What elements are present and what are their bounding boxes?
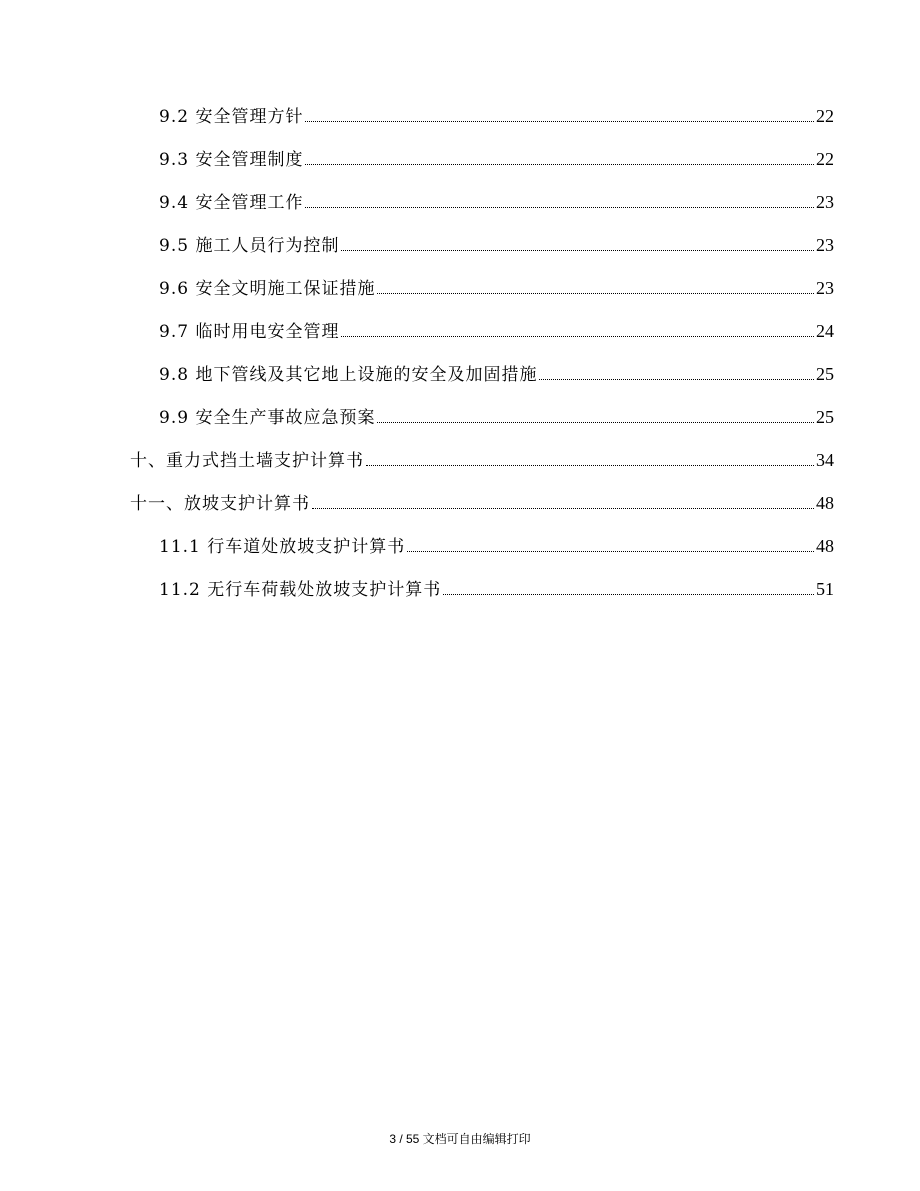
toc-entry[interactable] xyxy=(159,344,834,387)
toc-entry-title: 11.1 行车道处放坡支护计算书 xyxy=(159,537,406,557)
toc-entry-title: 9.7 临时用电安全管理 xyxy=(159,322,340,342)
toc-entry-title: 9.3 安全管理制度 xyxy=(159,150,304,170)
toc-entry-title: 9.6 安全文明施工保证措施 xyxy=(159,279,376,299)
toc-entry[interactable] xyxy=(130,430,834,473)
toc-entry-page: 51 xyxy=(816,579,834,599)
toc-entry-page: 22 xyxy=(816,106,834,126)
toc-entry-page: 48 xyxy=(816,536,834,556)
toc-entry-page: 22 xyxy=(816,149,834,169)
toc-dot-leader xyxy=(305,164,814,165)
toc-entry-title: 9.5 施工人员行为控制 xyxy=(159,236,340,256)
toc-dot-leader xyxy=(377,422,814,423)
toc-dot-leader xyxy=(366,465,814,466)
toc-entry-title: 11.2 无行车荷载处放坡支护计算书 xyxy=(159,580,442,600)
toc-entry-page: 25 xyxy=(816,407,834,427)
toc-entry[interactable] xyxy=(159,301,834,344)
toc-dot-leader xyxy=(312,508,814,509)
toc-entry-page: 23 xyxy=(816,235,834,255)
toc-entry-page: 34 xyxy=(816,450,834,470)
toc-entry-title: 9.4 安全管理工作 xyxy=(159,193,304,213)
toc-entry-title: 十、重力式挡土墙支护计算书 xyxy=(130,451,364,471)
toc-entry[interactable] xyxy=(159,516,834,559)
toc-entry-title: 9.2 安全管理方针 xyxy=(159,107,304,127)
toc-entry[interactable] xyxy=(159,258,834,301)
toc-entry-title: 9.8 地下管线及其它地上设施的安全及加固措施 xyxy=(159,365,538,385)
toc-entry-page: 23 xyxy=(816,278,834,298)
toc-entry-page: 48 xyxy=(816,493,834,513)
toc-dot-leader xyxy=(377,293,814,294)
toc-entry[interactable] xyxy=(159,215,834,258)
toc-dot-leader xyxy=(443,594,814,595)
toc-dot-leader xyxy=(539,379,814,380)
toc-dot-leader xyxy=(341,250,814,251)
toc-entry-title: 9.9 安全生产事故应急预案 xyxy=(159,408,376,428)
toc-entry-page: 25 xyxy=(816,364,834,384)
toc-dot-leader xyxy=(305,121,814,122)
toc-dot-leader xyxy=(341,336,814,337)
toc-entry[interactable] xyxy=(159,387,834,430)
toc-dot-leader xyxy=(407,551,814,552)
toc-entry[interactable] xyxy=(130,473,834,516)
toc-entry[interactable] xyxy=(159,559,834,602)
toc-entry[interactable] xyxy=(159,86,834,129)
toc-entry-page: 24 xyxy=(816,321,834,341)
toc-entry-page: 23 xyxy=(816,192,834,212)
toc-dot-leader xyxy=(305,207,814,208)
toc-entry-title: 十一、放坡支护计算书 xyxy=(130,494,310,514)
page-footer: 3 / 55 文档可自由编辑打印 xyxy=(389,1132,531,1146)
toc-entry[interactable] xyxy=(159,172,834,215)
toc-entry[interactable] xyxy=(159,129,834,172)
